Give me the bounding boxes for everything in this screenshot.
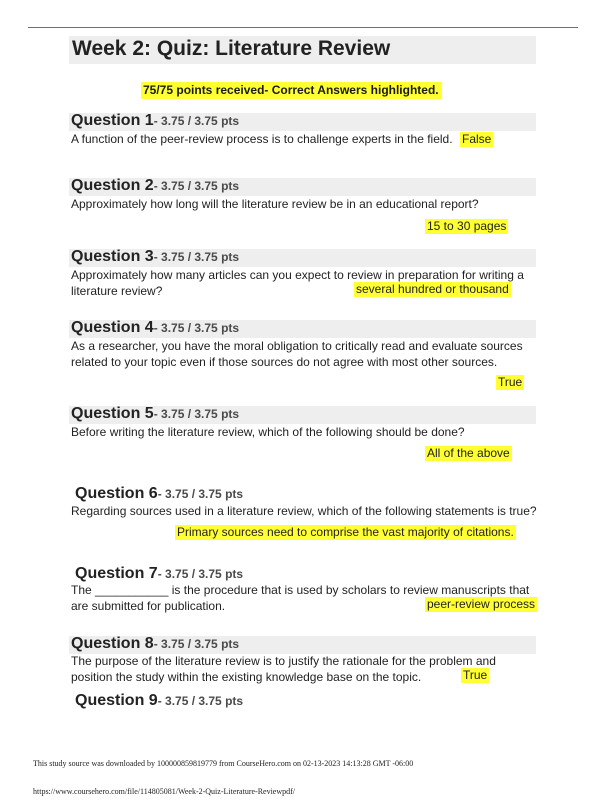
- question-text-line: Before writing the literature review, which of the following should be done?: [71, 425, 465, 439]
- question-header: [71, 248, 239, 266]
- question-points: - 3.75 / 3.75 pts: [153, 637, 240, 651]
- question-header: [71, 177, 239, 195]
- download-note: This study source was downloaded by 100000859819779 from CourseHero.com on 02-13-2023 14:13:28 GMT -06:00: [33, 759, 414, 768]
- question-text-line: are submitted for publication.: [71, 599, 226, 613]
- question-points: - 3.75 / 3.75 pts: [153, 250, 240, 264]
- question-text-line: literature review?: [71, 284, 163, 298]
- question-text-line: The purpose of the literature review is to justify the rationale for the problem and: [71, 654, 496, 668]
- question-label: Question 9: [75, 692, 158, 709]
- question-points: - 3.75 / 3.75 pts: [153, 179, 240, 193]
- question-text-line: As a researcher, you have the moral obligation to critically read and evaluate sources: [71, 339, 523, 353]
- question-label: Question 3: [71, 248, 154, 265]
- question-points: - 3.75 / 3.75 pts: [157, 487, 244, 501]
- question-text-line: position the study within the existing knowledge base on the topic.: [71, 670, 422, 684]
- question-label: Question 1: [71, 112, 154, 129]
- highlighted-answer: False: [462, 132, 492, 146]
- highlighted-answer: peer-review process: [427, 597, 536, 611]
- source-url[interactable]: https://www.coursehero.com/file/114805081/Week-2-Quiz-Literature-Reviewpdf/: [33, 787, 296, 796]
- question-label: Question 7: [75, 565, 158, 582]
- score-banner: 75/75 points received- Correct Answers highlighted.: [141, 82, 442, 99]
- question-label: Question 4: [71, 319, 154, 336]
- question-text: [71, 196, 479, 212]
- question-text: [71, 338, 523, 370]
- question-text: [71, 131, 453, 147]
- highlighted-answer: All of the above: [427, 446, 510, 460]
- question-header: [71, 405, 239, 423]
- question-points: - 3.75 / 3.75 pts: [153, 321, 240, 335]
- question-header: [71, 635, 239, 653]
- page-title: Week 2: Quiz: Literature Review: [72, 37, 391, 60]
- question-text-line: The ___________ is the procedure that is used by scholars to review manuscripts that: [71, 583, 530, 597]
- question-label: Question 5: [71, 405, 154, 422]
- highlighted-answer: several hundred or thousand: [356, 282, 509, 296]
- question-points: - 3.75 / 3.75 pts: [157, 567, 244, 581]
- question-text: [71, 424, 465, 440]
- question-header: [71, 112, 239, 130]
- question-text: [71, 503, 537, 519]
- question-label: Question 6: [75, 485, 158, 502]
- question-points: - 3.75 / 3.75 pts: [153, 407, 240, 421]
- question-header: [75, 692, 243, 710]
- highlighted-answer: True: [463, 668, 488, 682]
- question-points: - 3.75 / 3.75 pts: [157, 694, 244, 708]
- question-label: Question 2: [71, 177, 154, 194]
- question-header: [75, 565, 243, 583]
- top-rule: [28, 27, 578, 28]
- question-text-line: Approximately how many articles can you expect to review in preparation for writing a: [71, 268, 524, 282]
- question-label: Question 8: [71, 635, 154, 652]
- question-points: - 3.75 / 3.75 pts: [153, 114, 240, 128]
- highlighted-answer: 15 to 30 pages: [427, 219, 507, 233]
- question-text: [71, 653, 496, 685]
- question-header: [75, 485, 243, 503]
- question-text-line: Regarding sources used in a literature review, which of the following statements is true?: [71, 504, 537, 518]
- question-text-line: Approximately how long will the literature review be in an educational report?: [71, 197, 479, 211]
- highlighted-answer: Primary sources need to comprise the vast majority of citations.: [177, 525, 514, 539]
- question-text-line: A function of the peer-review process is to challenge experts in the field.: [71, 132, 453, 146]
- question-header: [71, 319, 239, 337]
- question-text-line: related to your topic even if those sources do not agree with most other sources.: [71, 355, 498, 369]
- highlighted-answer: True: [498, 375, 523, 389]
